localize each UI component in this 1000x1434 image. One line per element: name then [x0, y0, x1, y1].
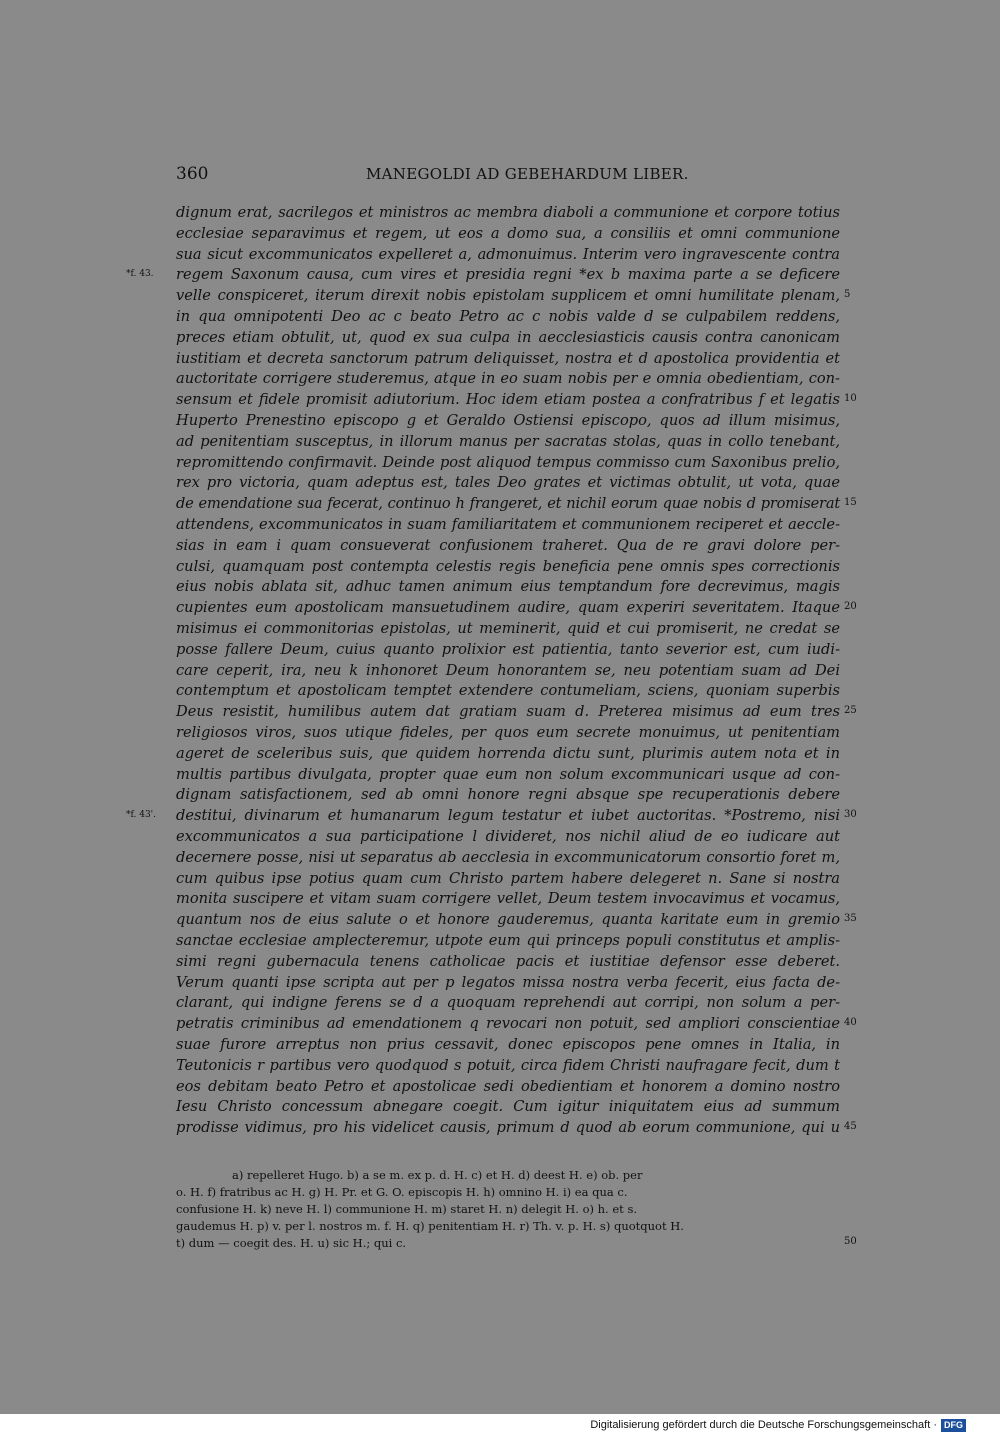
digitization-credit — [590, 1418, 966, 1432]
text-line: posse fallere Deum, cuius quanto prolixior est patientia, tanto severior est, cum iudi- — [176, 640, 840, 658]
line-number: 25 — [844, 705, 857, 717]
text-line: Verum quanti ipse scripta aut per p legatos missa nostra verba fecerit, eius facta de- — [176, 973, 840, 991]
page-number: 360 — [176, 164, 209, 184]
footnote-line: gaudemus H. p) v. per l. nostros m. f. H. q) penitentiam H. r) Th. v. p. H. s) quotquot H. — [176, 1219, 684, 1233]
text-line: clarant, qui indigne ferens se d a quoquam reprehendi aut corripi, non solum a per- — [176, 994, 840, 1012]
text-line: iustitiam et decreta sanctorum patrum deliquisset, nostra et d apostolica providentia et — [176, 349, 840, 367]
line-number: 5 — [844, 289, 851, 301]
text-line: ad penitentiam susceptus, in illorum manus per sacratas stolas, quas in collo tenebant, — [176, 432, 840, 450]
footnote-line: o. H. f) fratribus ac H. g) H. Pr. et G. O. episcopis H. h) omnino H. i) ea qua c. — [176, 1185, 628, 1199]
text-line: prodisse vidimus, pro his videlicet causis, primum d quod ab eorum communione, qui u — [176, 1119, 840, 1137]
line-number: 15 — [844, 497, 857, 509]
text-line: suae furore arreptus non prius cessavit, donec episcopos pene omnes in Italia, in — [176, 1036, 840, 1053]
text-line: eos debitam beato Petro et apostolicae sedi obedientiam et honorem a domino nostro — [176, 1077, 840, 1095]
line-number: 40 — [844, 1017, 857, 1029]
line-number: 10 — [844, 393, 857, 405]
text-line: decernere posse, nisi ut separatus ab aecclesia in excommunicatorum consortio foret m, — [176, 848, 840, 866]
text-line: cum quibus ipse potius quam cum Christo partem habere delegeret n. Sane si nostra — [176, 869, 840, 887]
text-line: sua sicut excommunicatos expelleret a, admonuimus. Interim vero ingravescente contra — [176, 245, 840, 263]
text-line: velle conspiceret, iterum direxit nobis epistolam supplicem et omni humilitate plenam, — [176, 287, 840, 305]
running-title: MANEGOLDI AD GEBEHARDUM LIBER. — [366, 165, 689, 183]
text-line: sias in eam i quam consueverat confusionem traheret. Qua de re gravi dolore per- — [176, 536, 840, 554]
text-line: in qua omnipotenti Deo ac c beato Petro ac c nobis valde d se culpabilem reddens, — [176, 308, 840, 325]
page-header — [176, 164, 836, 186]
line-number: 45 — [844, 1121, 857, 1133]
folio-margin-note: *f. 43'. — [126, 810, 157, 821]
text-line: destitui, divinarum et humanarum legum testatur et iubet auctoritas. *Postremo, nisi — [176, 807, 840, 825]
text-line: Huperto Prenestino episcopo g et Geraldo Ostiensi episcopo, quos ad illum misimus, — [176, 412, 840, 429]
text-line: culsi, quamquam post contempta celestis regis beneficia pene omnis spes correctionis — [176, 557, 840, 575]
text-line: contemptum et apostolicam temptet extendere contumeliam, sciens, quoniam superbis — [176, 682, 840, 700]
footnote-line: a) repelleret Hugo. b) a se m. ex p. d. H. c) et H. d) deest H. e) ob. per — [232, 1168, 643, 1182]
line-number: 20 — [844, 601, 857, 613]
text-line: attendens, excommunicatos in suam familiaritatem et communionem reciperet et aeccle- — [176, 516, 840, 533]
text-line: misimus ei commonitorias epistolas, ut meminerit, quid et cui promiserit, ne credat se — [176, 620, 840, 637]
text-line: ageret de sceleribus suis, que quidem horrenda dictu sunt, plurimis autem nota et in — [176, 744, 840, 762]
text-line: repromittendo confirmavit. Deinde post aliquod tempus commisso cum Saxonibus prelio, — [176, 453, 840, 471]
text-line: Iesu Christo concessum abnegare coegit. Cum igitur iniquitatem eius ad summum — [176, 1098, 840, 1116]
text-line: dignum erat, sacrilegos et ministros ac membra diaboli a communione et corpore totius — [176, 204, 840, 221]
text-line: quantum nos de eius salute o et honore gauderemus, quanta karitate eum in gremio — [176, 911, 840, 929]
text-line: dignam satisfactionem, sed ab omni honore regni absque spe recuperationis debere — [176, 786, 840, 804]
text-line: multis partibus divulgata, propter quae eum non solum excommunicari usque ad con- — [176, 765, 840, 783]
text-line: eius nobis ablata sit, adhuc tamen animum eius temptandum fore decrevimus, magis — [176, 578, 840, 596]
text-line: petratis criminibus ad emendationem q revocari non potuit, sed ampliori conscientiae — [176, 1015, 840, 1033]
text-line: care ceperit, ira, neu k inhonoret Deum honorantem se, neu potentiam suam ad Dei — [176, 661, 840, 679]
dfg-logo: DFG — [941, 1419, 966, 1432]
text-line: regem Saxonum causa, cum vires et presidia regni *ex b maxima parte a se deficere — [176, 266, 840, 284]
text-line: auctoritate corrigere studeremus, atque in eo suam nobis per e omnia obedientiam, con- — [176, 370, 840, 388]
line-number: 50 — [844, 1236, 857, 1247]
text-line: simi regni gubernacula tenens catholicae pacis et iustitiae defensor esse deberet. — [176, 952, 840, 970]
text-line: sensum et fidele promisit adiutorium. Hoc idem etiam postea a confratribus f et legatis — [176, 391, 840, 409]
credit-text: Digitalisierung gefördert durch die Deutsche Forschungsgemeinschaft · — [590, 1419, 937, 1431]
line-number: 30 — [844, 809, 857, 821]
text-line: preces etiam obtulit, ut, quod ex sua culpa in aecclesiasticis causis contra canonicam — [176, 328, 840, 346]
text-line: Deus resistit, humilibus autem dat gratiam suam d. Preterea misimus ad eum tres — [176, 703, 840, 721]
footnote-line: confusione H. k) neve H. l) communione H. m) staret H. n) delegit H. o) h. et s. — [176, 1202, 638, 1216]
text-line: Teutonicis r partibus vero quodquod s potuit, circa fidem Christi naufragare fecit, dum t — [176, 1056, 840, 1074]
text-line: sanctae ecclesiae amplecteremur, utpote eum qui princeps populi constitutus et amplis- — [176, 932, 840, 949]
text-line: excommunicatos a sua participatione l divideret, nos nichil aliud de eo iudicare aut — [176, 828, 840, 845]
folio-margin-note: *f. 43. — [126, 269, 154, 280]
text-line: monita suscipere et vitam suam corrigere vellet, Deum testem invocavimus et vocamus, — [176, 890, 840, 908]
text-line: ecclesiae separavimus et regem, ut eos a domo sua, a consiliis et omni communione — [176, 224, 840, 242]
text-line: religiosos viros, suos utique fideles, per quos eum secrete monuimus, ut penitentiam — [176, 724, 840, 741]
footnote-line: t) dum — coegit des. H. u) sic H.; qui c. — [176, 1236, 407, 1250]
text-line: cupientes eum apostolicam mansuetudinem audire, quam experiri severitatem. Itaque — [176, 599, 840, 617]
text-line: de emendatione sua fecerat, continuo h frangeret, et nichil eorum quae nobis d promiserat — [176, 495, 840, 513]
line-number: 35 — [844, 913, 857, 925]
text-line: rex pro victoria, quam adeptus est, tales Deo grates et victimas obtulit, ut vota, quae — [176, 474, 840, 492]
